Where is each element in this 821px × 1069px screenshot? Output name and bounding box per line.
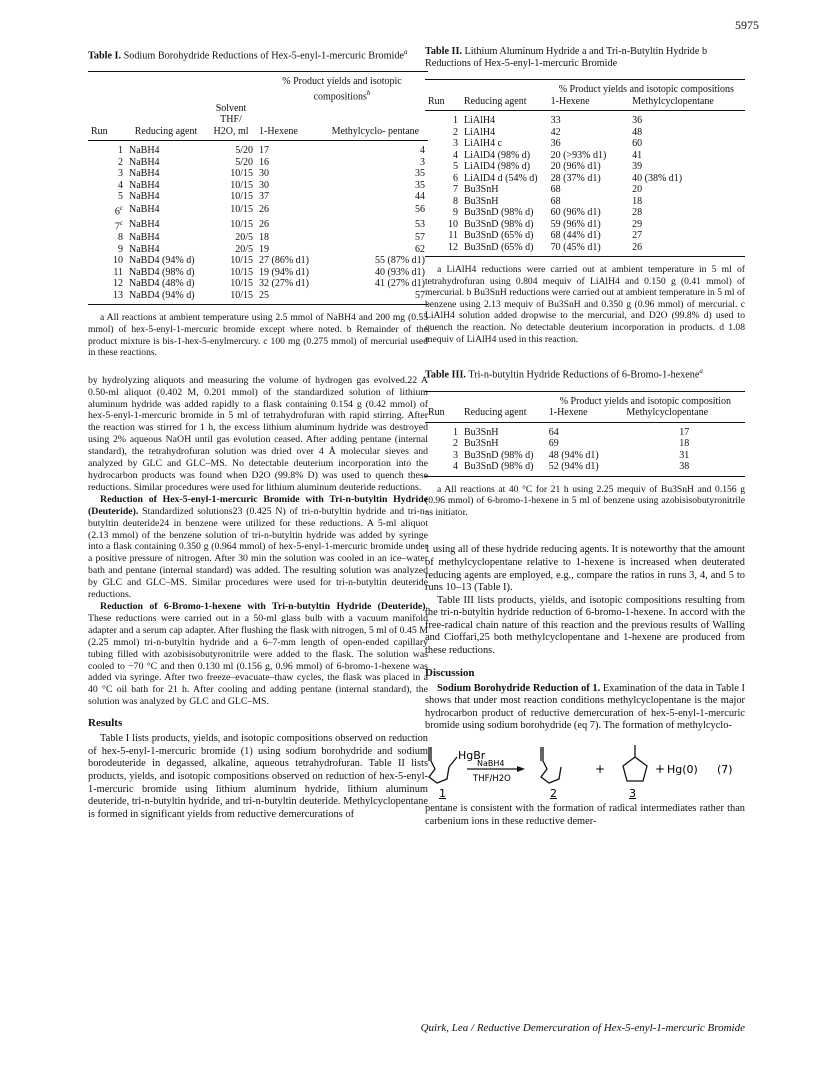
table-row [88,244,428,256]
compound-label-2: 2 [550,787,557,800]
table3-hexene-header: 1-Hexene [546,407,624,422]
left-results-text [88,733,428,821]
table-row [425,173,745,185]
table3-agent-header: Reducing agent [461,407,546,422]
solvent-cell: 20/5 [235,232,253,244]
left-paragraph-2: Reduction of Hex-5-enyl-1-mercuric Bromide with Tri-n-butyltin Hydride (Deuteride). Standardized solutions23 (0.425 N) of tri-n-butyltin hydride and tri-n-butyltin deuteride24 in benzene were utilized for these reductions. A 5-ml aliquot (2.13 mmol) of the benzene solution of tri-n-butyltin hydride was added by syringe into a flask containing 0.350 g (0.964 mmol) of hex-5-enyl-1-mercuric bromide under a positive pressure of nitrogen. After 30 min the solution was cooled in an ice–water bath and pentane (internal standard) was added. The resulting solution was analyzed by GLC and GLC–MS. Similar procedures were used for tri-n-butyltin deuteride reductions. [88,493,428,601]
table3-title-mark: a [699,367,703,376]
hexene-cell: 69 [548,438,559,450]
agent-cell: Bu3SnD (98% d) [464,207,534,218]
plus-sign-1: + [595,762,606,777]
table-row [425,196,745,208]
run-cell: 13 [88,290,126,305]
agent-cell: Bu3SnD (98% d) [464,449,534,461]
mcp-cell: 31 [679,449,690,461]
mcp-cell: 18 [632,195,643,207]
mcp-cell: 60 [632,138,643,149]
left-experimental-text [88,375,428,708]
agent-cell: NaBH4 [129,156,160,168]
hexene-cell: 16 [259,156,269,168]
hexene-cell: 30 [259,179,269,191]
right-paragraph-1: 1 using all of these hydride reducing agents. It is noteworthy that the amount of methylcyclopentane relative to 1-hexene is increased when deuterated reducing agents are employed, e.g., compare the ratios in runs 3, 4, and 5 to runs 10–13 (Table I). [425,544,745,594]
hexene-cell: 20 (>93% d1) [550,149,607,161]
right-paragraph-4: pentane is consistent with the formation of radical intermediates rather than carbenium ions in these reductive demer- [425,803,745,827]
hgbr-label: HgBr [458,749,486,763]
table3-caption [425,365,745,381]
table-row [88,203,428,218]
mcp-cell: 56 [415,204,425,216]
right-paragraph-2: Table III lists products, yields, and isotopic compositions resulting from the tri-n-butyltin hydride reduction of 6-bromo-1-hexene. In accord with the free-radical chain nature of this reaction and the previous results of Walling and Cioffari,25 both methylcyclopentane and 1-hexene are produced from these reductions. [425,594,745,657]
table1-agent-header: Reducing agent [126,103,206,141]
mcp-cell: 40 (38% d1) [632,172,683,184]
run-cell: 6$^c$ [114,203,123,218]
mercury-product: Hg(0) [667,763,698,777]
mcp-cell: 41 (27% d1) [375,278,425,290]
table-row [425,207,745,219]
solvent-cell: 5/20 [235,156,253,168]
hexene-cell: 59 (96% d1) [550,218,601,230]
mcp-cell: 55 (87% d1) [375,255,425,267]
hexene-cell: 18 [259,232,269,244]
run-cell: 2 [453,438,458,450]
run-cell: 6 [453,172,458,184]
agent-cell: NaBD4 (94% d) [129,255,195,267]
hexene-cell: 36 [550,138,561,149]
table-row [88,191,428,203]
table-row [425,450,745,462]
hexene-cell: 33 [550,115,561,126]
agent-cell: LiAlD4 d (54% d) [464,172,538,184]
agent-cell: NaBH4 [129,243,160,255]
solvent-cell: 10/15 [230,219,253,231]
agent-cell: NaBH4 [129,168,160,180]
hexene-cell: 32 (27% d1) [259,278,309,290]
mcp-cell: 57 [323,290,428,305]
page-number: 5975 [735,18,759,32]
table3-footnote: a All reactions at 40 °C for 21 h using 2.25 mequiv of Bu3SnH and 0.156 g (0.96 mmol) of 6-bromo-1-hexene in 5 ml of benzene using azobisisobutyronitrile as initiator. [425,483,745,518]
hexene-cell: 17 [259,145,269,157]
run-cell: 4 [453,149,458,161]
run-cell: 4 [118,179,123,191]
hexene-cell: 52 (94% d1) [546,461,624,476]
agent-cell: LiAlH4 [464,115,496,126]
hexene-cell: 68 [550,195,561,207]
compound-label-3: 3 [629,787,636,800]
equation-number: (7) [717,763,733,777]
reaction-scheme-drawing [425,739,745,799]
hexene-cell: 28 (37% d1) [550,172,601,184]
hexene-cell: 37 [259,191,269,203]
agent-cell: NaBH4 [129,145,160,157]
mcp-cell: 4 [420,145,425,157]
mcp-cell: 17 [679,426,690,438]
hexene-cell: 19 (94% d1) [259,266,309,278]
mcp-cell: 35 [415,179,425,191]
run-cell: 9 [118,243,123,255]
table1-title: Sodium Borohydride Reductions of Hex-5-enyl-1-mercuric Bromide [123,50,404,62]
table3-product-group-header: % Product yields and isotopic composition [546,391,745,407]
mcp-cell: 48 [632,126,643,138]
table-row [88,232,428,244]
table3-body [425,422,745,476]
hexene-cell: 26 [259,204,269,216]
mcp-cell: 57 [415,232,425,244]
run-cell: 2 [453,126,458,138]
table2-product-group-header: % Product yields and isotopic compositions [548,80,745,96]
table-row [425,184,745,196]
mcp-cell: 53 [415,219,425,231]
table-row [88,278,428,290]
right-continued-text [425,803,745,828]
mcp-cell: 44 [415,191,425,203]
table3 [425,391,745,477]
solvent-cell: 10/15 [230,204,253,216]
methylcyclopentane-structure [623,745,647,781]
solvent-cell: 10/15 [230,179,253,191]
mcp-cell: 35 [415,168,425,180]
mcp-cell: 40 (93% d1) [375,266,425,278]
mcp-cell: 62 [415,243,425,255]
mcp-cell: 3 [420,156,425,168]
right-results-text [425,544,745,657]
hexene-cell: 70 (45% d1) [548,242,629,257]
hexene-cell: 27 (86% d1) [259,255,309,267]
hexene-cell: 20 (96% d1) [550,161,601,172]
hexene-cell: 64 [548,426,559,438]
solvent-cell: 10/15 [206,290,256,305]
agent-cell: NaBH4 [129,219,160,231]
hexene-cell: 30 [259,168,269,180]
run-cell: 1 [453,115,458,126]
mcp-cell: 36 [632,115,643,126]
table2-title: Lithium Aluminum Hydride a and Tri-n-Butyltin Hydride b Reductions of Hex-5-enyl-1-mercuric Bromide [425,46,708,69]
table2-mcp-header: Methylcyclopentane [629,96,745,111]
mcp-cell: 41 [632,149,643,161]
table-row [425,127,745,139]
table1-title-mark: a [403,48,408,56]
hexene-cell: 42 [550,126,561,138]
right-paragraph-3: Sodium Borohydride Reduction of 1. Examination of the data in Table I shows that under most reaction conditions methylcyclopentane is the major hydrocarbon product of reductive demercuration of hex-5-enyl-1-mercuric bromide using sodium borohydride (eq 7). The formation of methylcyclo- [425,682,745,732]
mcp-cell: 28 [632,207,643,218]
hexene-cell: 68 [550,184,561,195]
run-cell: 1 [118,145,123,157]
agent-cell: LiAlH4 c [464,138,503,149]
hexene-cell: 48 (94% d1) [548,449,599,461]
arrow-head [517,766,525,772]
run-cell: 11 [113,266,123,278]
agent-cell: Bu3SnD (98% d) [461,461,546,476]
table1-body [88,141,428,305]
table2-run-header: Run [425,96,461,111]
mcp-cell: 26 [629,242,745,257]
run-cell: 3 [118,168,123,180]
solvent-cell: 10/15 [230,191,253,203]
table2-body [425,111,745,257]
agent-cell: Bu3SnH [464,426,499,438]
run-cell: 2 [118,156,123,168]
solvent-cell: 20/5 [235,243,253,255]
table1-hexene-header: 1-Hexene [256,103,323,141]
run-cell: 12 [425,242,461,257]
agent-cell: LiAlH4 [464,126,496,138]
table-row [425,422,745,438]
solvent-cell: 10/15 [230,278,253,290]
hexene-cell: 19 [259,243,269,255]
solvent-cell: 5/20 [235,145,253,157]
table-row [425,111,745,127]
table-row [425,438,745,450]
agent-cell: NaBH4 [129,191,160,203]
mcp-cell: 39 [632,161,643,172]
run-cell: 9 [453,207,458,218]
table-row [425,219,745,231]
table1-product-group-header: % Product yields and isotopic compositions$^b$ [256,72,428,103]
run-cell: 7 [453,184,458,195]
left-paragraph-4: Table I lists products, yields, and isotopic compositions observed on reduction of hex-5-enyl-1-mercuric bromide (1) using sodium borohydride and sodium borodeuteride in degassed, alkaline, aqueous tetrahydrofuran. Table II lists products, yields, and isotopic compositions observed on reduction of hex-5-enyl-1-mercuric bromide using lithium aluminum hydride, lithium aluminum deuteride, tri-n-butyltin hydride, and tri-n-butyltin deuteride. Methylcyclopentane is formed in significant yields from reductive demercurations of [88,733,428,820]
table2-hexene-header: 1-Hexene [548,96,629,111]
table1-run-header: Run [88,103,126,141]
hexenylmercuric-bromide-structure [429,747,457,783]
table3-run-header: Run [425,407,461,422]
agent-cell: Bu3SnD (65% d) [461,242,548,257]
run-cell: 10 [448,218,458,230]
left-column [88,46,428,821]
run-cell: 8 [453,195,458,207]
table2-caption [425,46,745,70]
table-row [88,141,428,157]
hexene-cell: 68 (44% d1) [550,230,601,241]
run-cell: 4 [425,461,461,476]
run-cell: 3 [453,449,458,461]
table1-solvent-header: Solvent THF/ H2O, ml [206,103,256,141]
reaction-scheme [425,739,745,799]
mcp-cell: 27 [632,230,643,241]
hexene-cell: 25 [256,290,323,305]
run-cell: 8 [118,232,123,244]
run-cell: 5 [118,191,123,203]
run-cell: 12 [113,278,123,290]
right-discussion-text [425,683,745,733]
right-column [425,46,745,828]
hexene-structure [541,747,561,783]
table-row [88,290,428,305]
table-row [88,255,428,267]
table2-label: Table II. [425,46,462,57]
table3-label: Table III. [425,369,466,381]
table-row [425,461,745,476]
compound-label-1: 1 [439,787,446,800]
agent-cell: NaBD4 (94% d) [126,290,206,305]
run-cell: 3 [453,138,458,149]
agent-cell: Bu3SnH [464,195,499,207]
agent-cell: LiAlD4 (98% d) [464,161,531,172]
results-heading: Results [88,717,123,730]
table-row [88,180,428,192]
mcp-cell: 38 [623,461,745,476]
table2-footnote: a LiAlH4 reductions were carried out at ambient temperature in 5 ml of tetrahydrofuran using 0.804 mequiv of LiAlH4 and 0.150 g (0.41 mmol) of mercurial. b Bu3SnH reductions were carried out at ambient temperature in 5 ml of benzene using 2.13 mequiv of Bu3SnH and 0.350 g (0.96 mmol) of mercurial. c LiAlH4 solution added dropwise to the mercurial, and D2O (99.8% d) used to quench the reaction. No detectable deuterium incorporation in products. d 1.08 mequiv of LiAlH4 used in this reaction. [425,264,745,345]
table-row [88,157,428,169]
discussion-heading: Discussion [425,666,475,679]
table1-mcp-header: Methylcyclo- pentane [323,103,428,141]
running-footer: Quirk, Lea / Reductive Demercuration of Hex-5-enyl-1-mercuric Bromide [420,1022,745,1034]
agent-cell: NaBH4 [129,204,160,216]
solvent-cell: 10/15 [230,255,253,267]
hexene-cell: 26 [259,219,269,231]
reagent-top: NaBH4 [477,759,505,769]
table-row [88,267,428,279]
solvent-cell: 10/15 [230,266,253,278]
table2 [425,79,745,257]
agent-cell: NaBD4 (98% d) [129,266,195,278]
agent-cell: LiAlD4 (98% d) [464,149,531,161]
agent-cell: NaBH4 [129,232,160,244]
table-row [88,168,428,180]
table-row [425,150,745,162]
table3-title: Tri-n-butyltin Hydride Reductions of 6-Bromo-1-hexene [468,369,700,381]
reagent-bottom: THF/H2O [473,774,511,785]
table1-caption [88,46,428,62]
agent-cell: NaBH4 [129,179,160,191]
left-paragraph-3: Reduction of 6-Bromo-1-hexene with Tri-n-butyltin Hydride (Deuteride). These reductions were carried out in a 50-ml glass bulb with a vacuum manifold adapter and a serum cap adapter. After flushing the flask with nitrogen, 5 ml of 0.45 M (2.25 mmol) tri-n-butyltin hydride and a 6–7-mm length of open-ended capillary tubing filled with azobisisobutyronitrile were added to the flask. The solution was cooled to −70 °C and then 0.130 ml (0.156 g, 0.96 mmol) of 6-bromo-1-hexene was added via syringe. After two freeze–evacuate–thaw cycles, the flask was placed in a 40 °C oil bath for 21 h. After cooling and adding pentane (internal standard), the solution was analyzed by GLC and GLC–MS. [88,600,428,708]
run-cell: 11 [448,230,458,241]
plus-sign-2: + [655,762,666,777]
mcp-cell: 20 [632,184,643,195]
table1 [88,71,428,305]
table3-mcp-header: Methylcyclopentane [623,407,745,422]
table-row [425,161,745,173]
agent-cell: Bu3SnH [464,184,499,195]
run-cell: 5 [453,161,458,172]
table2-agent-header: Reducing agent [461,96,548,111]
table-row [425,242,745,257]
table-row [425,230,745,242]
mcp-cell: 29 [632,218,643,230]
table1-label: Table I. [88,50,122,62]
agent-cell: Bu3SnH [464,438,499,450]
table-row [425,138,745,150]
hexene-cell: 60 (96% d1) [550,207,601,218]
run-cell: 7$^c$ [114,218,123,232]
run-cell: 1 [453,426,458,438]
mcp-cell: 18 [679,438,690,450]
solvent-cell: 10/15 [230,168,253,180]
agent-cell: NaBD4 (48% d) [129,278,195,290]
table-row [88,218,428,233]
agent-cell: Bu3SnD (98% d) [464,218,534,230]
agent-cell: Bu3SnD (65% d) [464,230,534,241]
left-paragraph-1: by hydrolyzing aliquots and measuring the volume of hydrogen gas evolved.22 A 0.50-ml aliquot (0.402 M, 0.201 mmol) of the standardized solution of lithium aluminum hydride was added rapidly to a flask containing 0.154 g (0.42 mmol) of hex-5-enyl-1-mercuric bromide in 5 ml of tetrahydrofuran with rapid stirring. After the reaction was stirred for 1 h, the excess lithium aluminum hydride was destroyed using 2% aqueous NaOH until gas evolution ceased. After adding pentane (internal standard), the tetrahydrofuran solution was dried over 4 Å molecular sieves and analyzed by GLC and GLC–MS. No detectable deuterium incorporation into the hydrocarbon products was found when D2O (99.8% D) was used to quench these reductions. Similar procedures were used for lithium aluminum deuteride reductions. [88,374,428,493]
table1-footnote: a All reactions at ambient temperature using 2.5 mmol of NaBH4 and 200 mg (0.55 mmol) of hex-5-enyl-1-mercuric bromide except where noted. b Remainder of the product mixture is bis-1-hex-5-enylmercury. c 100 mg (0.275 mmol) of mercurial used in these reactions. [88,312,428,359]
run-cell: 10 [113,255,123,267]
